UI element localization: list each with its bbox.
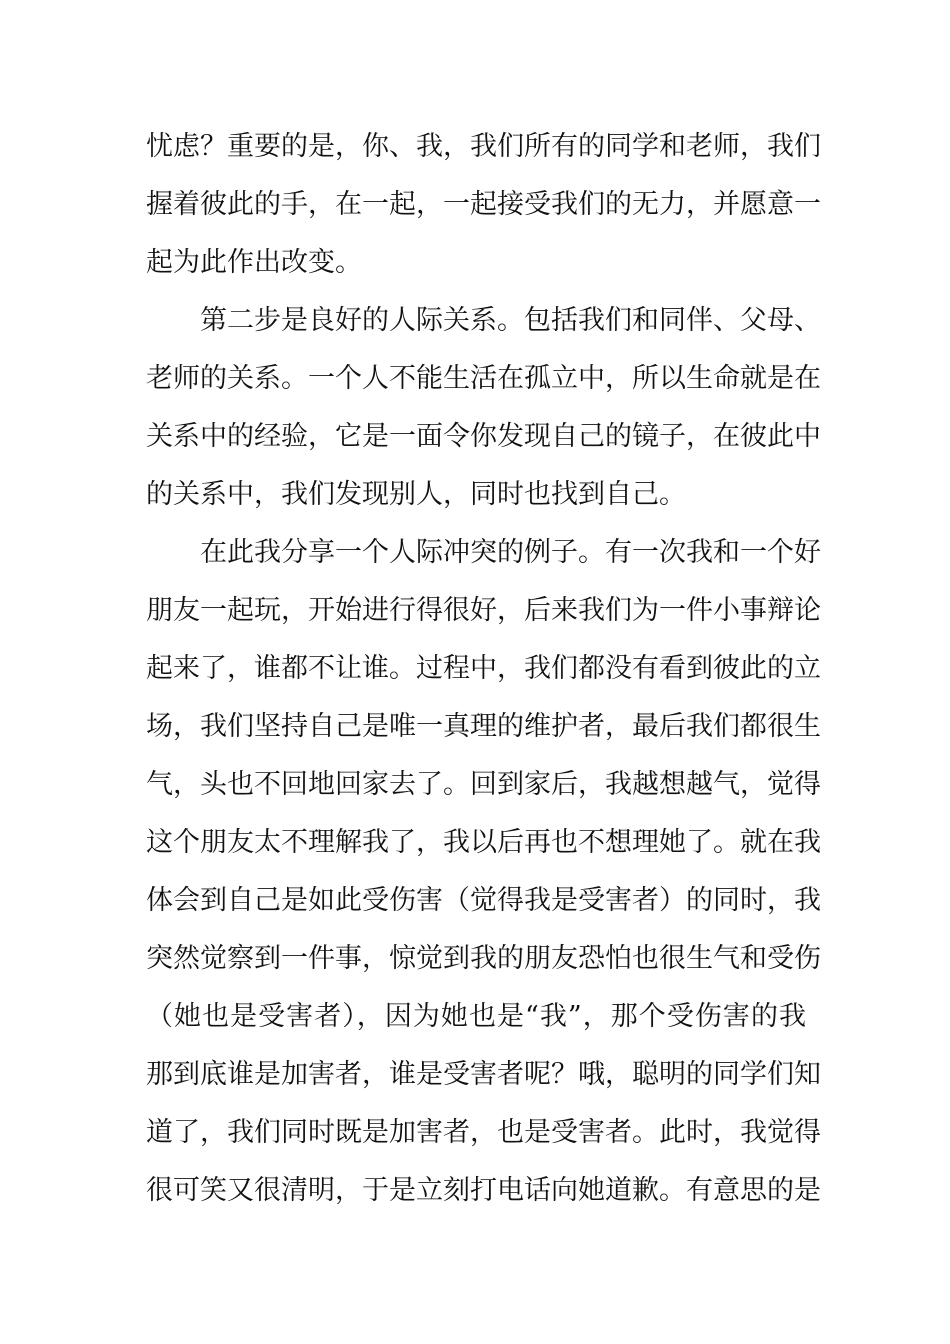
text-line: 关系中的经验，它是一面令你发现自己的镜子，在彼此中 bbox=[146, 421, 821, 452]
text-line: （她也是受害者），因为她也是“我”，那个受伤害的我 bbox=[146, 1001, 806, 1032]
text-line: 起为此作出改变。 bbox=[146, 247, 362, 278]
text-line: 的关系中，我们发现别人，同时也找到自己。 bbox=[146, 479, 686, 510]
text-line: 突然觉察到一件事，惊觉到我的朋友恐怕也很生气和受伤 bbox=[146, 943, 821, 974]
text-line: 忧虑？重要的是，你、我，我们所有的同学和老师，我们 bbox=[146, 131, 821, 162]
text-line: 老师的关系。一个人不能生活在孤立中，所以生命就是在 bbox=[146, 363, 821, 394]
text-line: 很可笑又很清明，于是立刻打电话向她道歉。有意思的是 bbox=[146, 1175, 821, 1206]
text-line: 起来了，谁都不让谁。过程中，我们都没有看到彼此的立 bbox=[146, 653, 821, 684]
paragraph-1 bbox=[146, 118, 821, 292]
text-line: 气，头也不回地回家去了。回到家后，我越想越气，觉得 bbox=[146, 769, 821, 800]
text-line: 这个朋友太不理解我了，我以后再也不想理她了。就在我 bbox=[146, 827, 821, 858]
text-body bbox=[146, 118, 821, 1220]
text-line: 在此我分享一个人际冲突的例子。有一次我和一个好 bbox=[200, 537, 821, 568]
paragraph-2 bbox=[146, 292, 821, 524]
text-line: 道了，我们同时既是加害者，也是受害者。此时，我觉得 bbox=[146, 1117, 821, 1148]
text-line: 场，我们坚持自己是唯一真理的维护者，最后我们都很生 bbox=[146, 711, 821, 742]
text-line: 那到底谁是加害者，谁是受害者呢？哦，聪明的同学们知 bbox=[146, 1059, 821, 1090]
text-line: 第二步是良好的人际关系。包括我们和同伴、父母、 bbox=[200, 305, 821, 336]
text-line: 体会到自己是如此受伤害（觉得我是受害者）的同时，我 bbox=[146, 885, 821, 916]
text-line: 握着彼此的手，在一起，一起接受我们的无力，并愿意一 bbox=[146, 189, 821, 220]
text-line: 朋友一起玩，开始进行得很好，后来我们为一件小事辩论 bbox=[146, 595, 821, 626]
paragraph-3 bbox=[146, 524, 821, 1220]
